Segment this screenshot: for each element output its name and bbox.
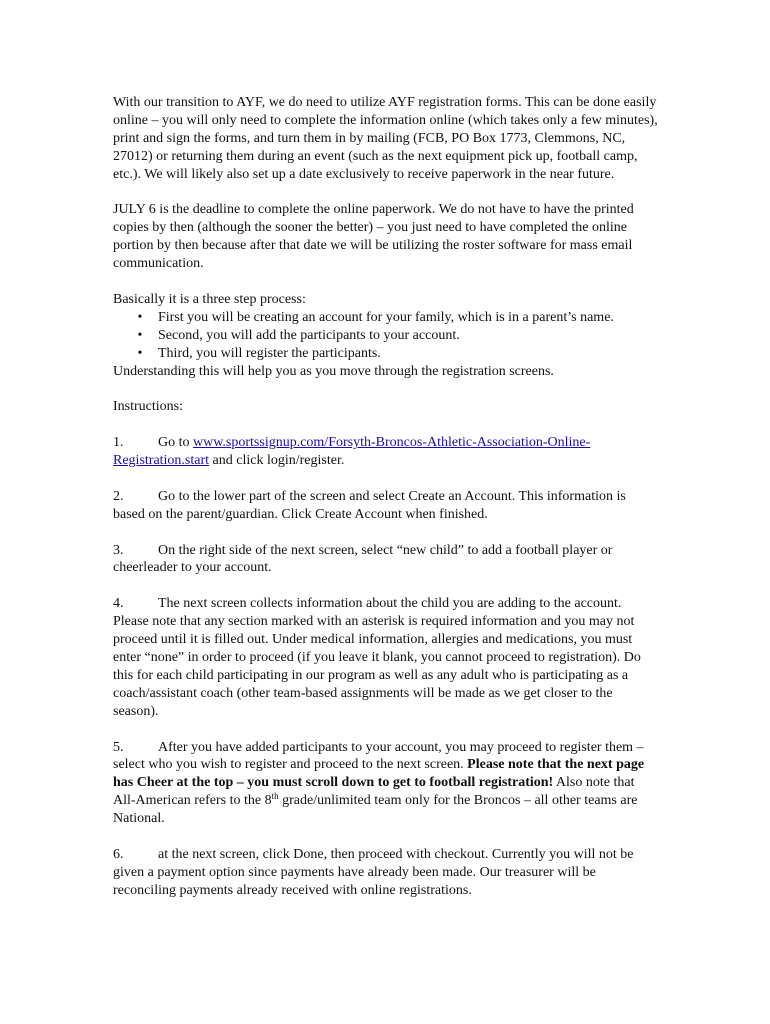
process-closing: Understanding this will help you as you move through the registration screens. bbox=[113, 363, 554, 379]
registration-link[interactable]: www.sportssignup.com/Forsyth-Broncos-Athletic-Association-Online-Registration.start bbox=[113, 435, 591, 469]
process-list-item-text: Second, you will add the participants to your account. bbox=[158, 327, 460, 343]
step-text: The next screen collects information about the child you are adding to the account. Please note that any section marked with an asterisk is required information and you may not proceed until it is filled out. Under medical information, allergies and medications, you must enter “none” in order to proceed (if you leave it blank, you cannot proceed to registration). Do this for each child participating in our program as well as any adult who is participating as a coach/assistant coach (other team-based assignments will be made as we get closer to the season). bbox=[113, 596, 641, 719]
instruction-step-6 bbox=[113, 846, 658, 900]
step-text: On the right side of the next screen, select “new child” to add a football player or cheerleader to your account. bbox=[113, 542, 613, 576]
step-number: 3. bbox=[113, 542, 124, 558]
process-list-item-text: Third, you will register the participants. bbox=[158, 345, 381, 361]
ordinal-suffix: th bbox=[271, 791, 279, 802]
intro-paragraph-2: JULY 6 is the deadline to complete the online paperwork. We do not have to have the printed copies by then (although the sooner the better) – you just need to have completed the online portion by then because after that date we will be utilizing the roster software for mass email communication. bbox=[113, 202, 634, 272]
instruction-step-3 bbox=[113, 542, 658, 578]
step-number: 1. bbox=[113, 435, 124, 451]
process-heading: Basically it is a three step process: bbox=[113, 291, 306, 307]
bullet-icon: • bbox=[137, 327, 143, 343]
step-number: 5. bbox=[113, 739, 124, 755]
instruction-step-5 bbox=[113, 739, 658, 829]
football-scroll-note: Please note that the next page has Cheer at the top – you must scroll down to get to football registration! bbox=[113, 757, 645, 791]
bullet-icon: • bbox=[137, 309, 143, 325]
step-number: 6. bbox=[113, 846, 124, 862]
step-text: at the next screen, click Done, then proceed with checkout. Currently you will not be given a payment option since payments have already been made. Our treasurer will be reconciling payments already received with online registrations. bbox=[113, 846, 634, 898]
step-text: and click login/register. bbox=[209, 453, 345, 469]
process-list-item bbox=[133, 345, 658, 363]
instructions-heading: Instructions: bbox=[113, 399, 183, 415]
instruction-step-2 bbox=[113, 488, 658, 524]
process-list-item bbox=[133, 327, 658, 345]
process-list bbox=[113, 309, 658, 363]
step-text: Also note that All-American refers to the 8 bbox=[113, 775, 635, 809]
bullet-icon: • bbox=[137, 345, 143, 361]
intro-paragraph-1: With our transition to AYF, we do need to utilize AYF registration forms. This can be done easily online – you will only need to complete the information online (which takes only a few minutes), print and sign the forms, and turn them in by mailing (FCB, PO Box 1773, Clemmons, NC, 27012) or returning them during an event (such as the next equipment pick up, football camp, etc.). We will likely also set up a date exclusively to receive paperwork in the near future. bbox=[113, 95, 658, 182]
instruction-step-4 bbox=[113, 595, 658, 720]
step-number: 4. bbox=[113, 596, 124, 612]
process-list-item bbox=[133, 309, 658, 327]
step-text: grade/unlimited team only for the Broncos – all other teams are National. bbox=[113, 793, 638, 827]
step-text: Go to bbox=[158, 435, 193, 451]
step-text: Go to the lower part of the screen and select Create an Account. This information is based on the parent/guardian. Click Create Account when finished. bbox=[113, 488, 626, 522]
document-page bbox=[113, 94, 658, 918]
instruction-step-1 bbox=[113, 434, 658, 470]
process-list-item-text: First you will be creating an account for your family, which is in a parent’s name. bbox=[158, 309, 614, 325]
step-number: 2. bbox=[113, 488, 124, 504]
step-text: After you have added participants to your account, you may proceed to register them – select who you wish to register and proceed to the next screen. bbox=[113, 739, 644, 773]
